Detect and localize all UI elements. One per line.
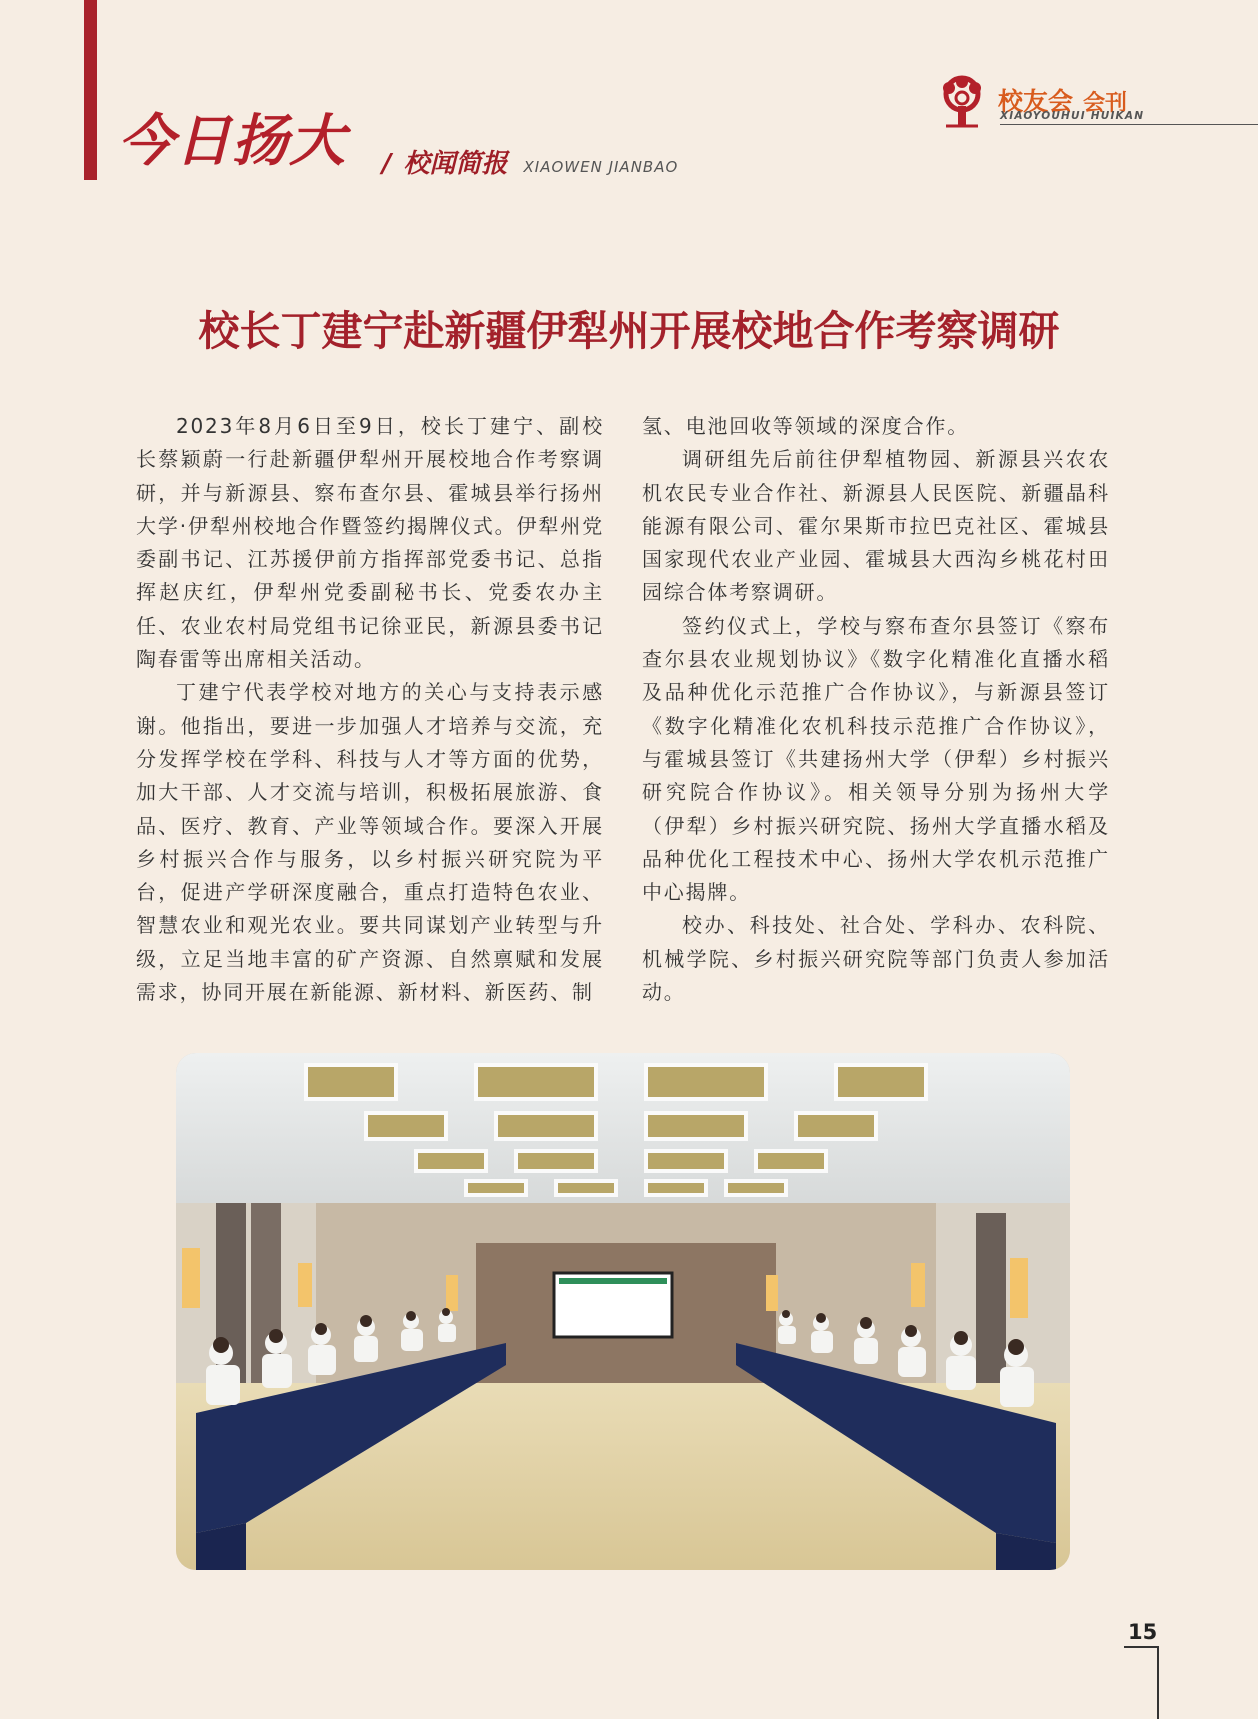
meeting-photo bbox=[176, 1053, 1070, 1570]
brand-name: 校友会 bbox=[998, 87, 1074, 116]
subtitle-text: 校闻简报 bbox=[403, 149, 508, 179]
brand-pinyin: XIAOYOUHUI HUIKAN bbox=[1000, 110, 1145, 122]
section-accent-bar bbox=[84, 0, 97, 180]
page-number: 15 bbox=[1128, 1620, 1158, 1644]
paragraph: 校办、科技处、社合处、学科办、农科院、机械学院、乡村振兴研究院等部门负责人参加活动。 bbox=[642, 913, 1110, 1005]
article-column-left bbox=[136, 410, 604, 1009]
subtitle-slash: / bbox=[382, 149, 392, 179]
section-title: 今日扬大 bbox=[118, 109, 346, 174]
page-number-rule bbox=[1124, 1646, 1158, 1648]
paragraph: 调研组先后前往伊犁植物园、新源县兴农农机农民专业合作社、新源县人民医院、新疆晶科能源有限公司、霍尔果斯市拉巴克社区、霍城县国家现代农业产业园、霍城县大西沟乡桃花村田园综合体考察调研。 bbox=[642, 447, 1110, 605]
article-column-right bbox=[642, 410, 1110, 1009]
brand-journal: 会刊 bbox=[1083, 91, 1128, 116]
subtitle-pinyin: XIAOWEN JIANBAO bbox=[523, 158, 679, 176]
alumni-logo-icon bbox=[936, 74, 988, 130]
article-title: 校长丁建宁赴新疆伊犁州开展校地合作考察调研 bbox=[198, 307, 1060, 355]
paragraph-continuation: 氢、电池回收等领域的深度合作。 bbox=[642, 414, 969, 438]
paragraph: 2023年8月6日至9日，校长丁建宁、副校长蔡颖蔚一行赴新疆伊犁州开展校地合作考察调研，并与新源县、察布查尔县、霍城县举行扬州大学·伊犁州校地合作暨签约揭牌仪式。伊犁州党委副书记、江苏援伊前方指挥部党委书记、总指挥赵庆红，伊犁州党委副秘书长、党委农办主任、农业农村局党组书记徐亚民，新源县委书记陶春雷等出席相关活动。 bbox=[136, 414, 604, 672]
paragraph: 签约仪式上，学校与察布查尔县签订《察布查尔县农业规划协议》《数字化精准化直播水稻及品种优化示范推广合作协议》，与新源县签订《数字化精准化农机科技示范推广合作协议》，与霍城县签订《共建扬州大学（伊犁）乡村振兴研究院合作协议》。相关领导分别为扬州大学（伊犁）乡村振兴研究院、扬州大学直播水稻及品种优化工程技术中心、扬州大学农机示范推广中心揭牌。 bbox=[642, 613, 1110, 905]
page-edge-rule bbox=[1157, 1646, 1159, 1719]
header-divider bbox=[1000, 124, 1258, 125]
section-subtitle bbox=[382, 143, 678, 180]
paragraph: 丁建宁代表学校对地方的关心与支持表示感谢。他指出，要进一步加强人才培养与交流，充分发挥学校在学科、科技与人才等方面的优势，加大干部、人才交流与培训，积极拓展旅游、食品、医疗、教育、产业等领域合作。要深入开展乡村振兴合作与服务，以乡村振兴研究院为平台，促进产学研深度融合，重点打造特色农业、智慧农业和观光农业。要共同谋划产业转型与升级，立足当地丰富的矿产资源、自然禀赋和发展需求，协同开展在新能源、新材料、新医药、制 bbox=[136, 680, 604, 1005]
